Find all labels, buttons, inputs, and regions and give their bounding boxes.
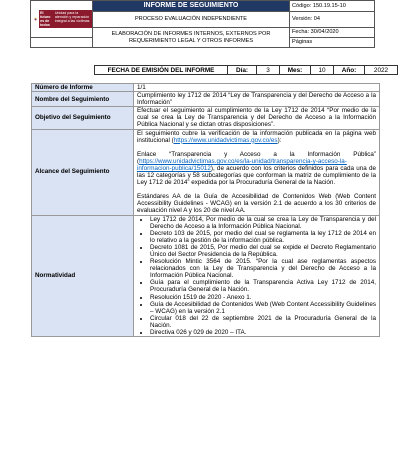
table-row (32, 84, 380, 92)
alcance-paragraph-1: El seguimiento cubre la verificación de la información publicada en la página web institucional (https://www.unidadvictimas.gov.co/es): (137, 129, 376, 144)
transparency-link[interactable]: https://www.unidadvictimas.gov.co/es/la-unidad/transparencia-y-acceso-la-informacion-publica/15012 (137, 157, 347, 172)
table-row (32, 215, 380, 337)
emission-label: FECHA DE EMISIÓN DEL INFORME (95, 66, 228, 75)
emission-date-table (94, 65, 398, 75)
row-value-normatividad (134, 215, 380, 337)
list-item: • Resolución 1519 de 2020 - Anexo 1. (150, 294, 376, 301)
header-logo-cell (31, 1, 93, 38)
coat-of-arms-icon (34, 15, 37, 23)
row-label-numero: Número de Informe (32, 84, 134, 92)
month-label: Mes: (280, 66, 311, 75)
list-item: • Directiva 026 y 029 de 2020 – ITA. (150, 329, 376, 336)
month-value: 10 (311, 66, 334, 75)
document-version: Versión: 04 (290, 12, 375, 28)
list-item: • Decreto 103 de 2015, por medio del cual se reglamenta la ley 1712 de 2014 en lo relativo a la gestión de la información pública. (150, 230, 376, 244)
year-label: Año: (334, 66, 365, 75)
procedure-name: ELABORACIÓN DE INFORMES INTERNOS, EXTERNOS POR REQUERIMIENTO LEGAL Y OTROS INFORMES (93, 28, 290, 48)
day-label: Día: (228, 66, 257, 75)
row-value-alcance (134, 129, 380, 215)
row-value-nombre: Cumplimiento ley 1712 de 2014 “Ley de Transparencia y del Derecho de Acceso a la Información” (137, 92, 376, 107)
list-item: • Decreto 1081 de 2015, Por medio del cual se expide el Decreto Reglamentario Único del Sector Presidencia de la República. (150, 244, 376, 258)
list-item: • Resolución Mintic 3564 de 2015. “Por la cual ase reglamentas aspectos relacionados con la Ley de Transparencia y del Derecho de Acceso a la Información Pública Nacional. (150, 258, 376, 279)
alcance-paragraph-2: Enlace “Transparencia y Acceso a la Información Pública” (https://www.unidadvictimas.gov.co/es/la-unidad/transparencia-y-acceso-la-informacion-publica/15012), de acuerdo con los criterios definidos para cada una de las 12 categorías y 58 subcategorías que conforman la matriz de cumplimiento de la Ley 1712 de 2014” expedida por la Procuraduría General de la Nación. (137, 150, 376, 187)
document-title: INFORME DE SEGUIMIENTO (93, 1, 290, 12)
list-item: • Guía de Accesibilidad de Contenidos Web (Web Content Accessibility Guidelines – WCAG) en la versión 2.1 (150, 301, 376, 315)
row-label-objetivo: Objetivo del Seguimiento (32, 107, 134, 129)
document-date: Fecha: 30/04/2020 (290, 28, 375, 38)
document-code: Código: 150.19.15-10 (290, 1, 375, 12)
normatividad-list (137, 216, 376, 337)
row-label-alcance: Alcance del Seguimiento (32, 129, 134, 215)
list-item: • Guía para el cumplimiento de la Transparencia Activa Ley 1712 de 2014, Procuraduría General de la Nación. (150, 279, 376, 293)
table-row (32, 92, 380, 107)
table-row (32, 107, 380, 129)
report-info-table (31, 83, 380, 337)
document-header (30, 0, 375, 48)
list-item: • Ley 1712 de 2014, Por medio de la cual se crea la Ley de Transparencia y del Derecho de Acceso a la Información Pública Nacional. (150, 216, 376, 230)
logo-badge: El futuro es de todos Unidad para la atención y reparación integral a las víctimas (39, 10, 92, 28)
process-name: PROCESO EVALUACIÓN INDEPENDIENTE (93, 12, 290, 28)
year-value: 2022 (365, 66, 398, 75)
row-value-numero: 1/1 (134, 84, 380, 92)
row-value-objetivo: Efectuar el seguimiento al cumplimiento de la Ley 1712 de 2014 “Por medio de la cual se crea la Ley de Transparencia y del Derecho de Acceso a la Información Pública Nacional y se dictan otras disposiciones”. (137, 107, 376, 129)
row-label-normatividad: Normatividad (32, 215, 134, 337)
day-value: 3 (257, 66, 280, 75)
row-label-nombre: Nombre del Seguimiento (32, 92, 134, 107)
table-row (32, 129, 380, 215)
website-link[interactable]: https://www.unidadvictimas.gov.co/es (173, 136, 278, 144)
document-pages: Páginas (290, 38, 375, 48)
list-item: • Circular 018 del 22 de septiembre 2021 de la Procuraduría General de la Nación. (150, 315, 376, 329)
alcance-paragraph-3: Estándares AA de la Guía de Accesibilidad de Contenidos Web (Web Content Accessibility Guidelines - WCAG) en la versión 2.1 de acuerdo a los 30 criterios de evaluación nivel A y los 20 de nivel AA. (137, 193, 376, 215)
